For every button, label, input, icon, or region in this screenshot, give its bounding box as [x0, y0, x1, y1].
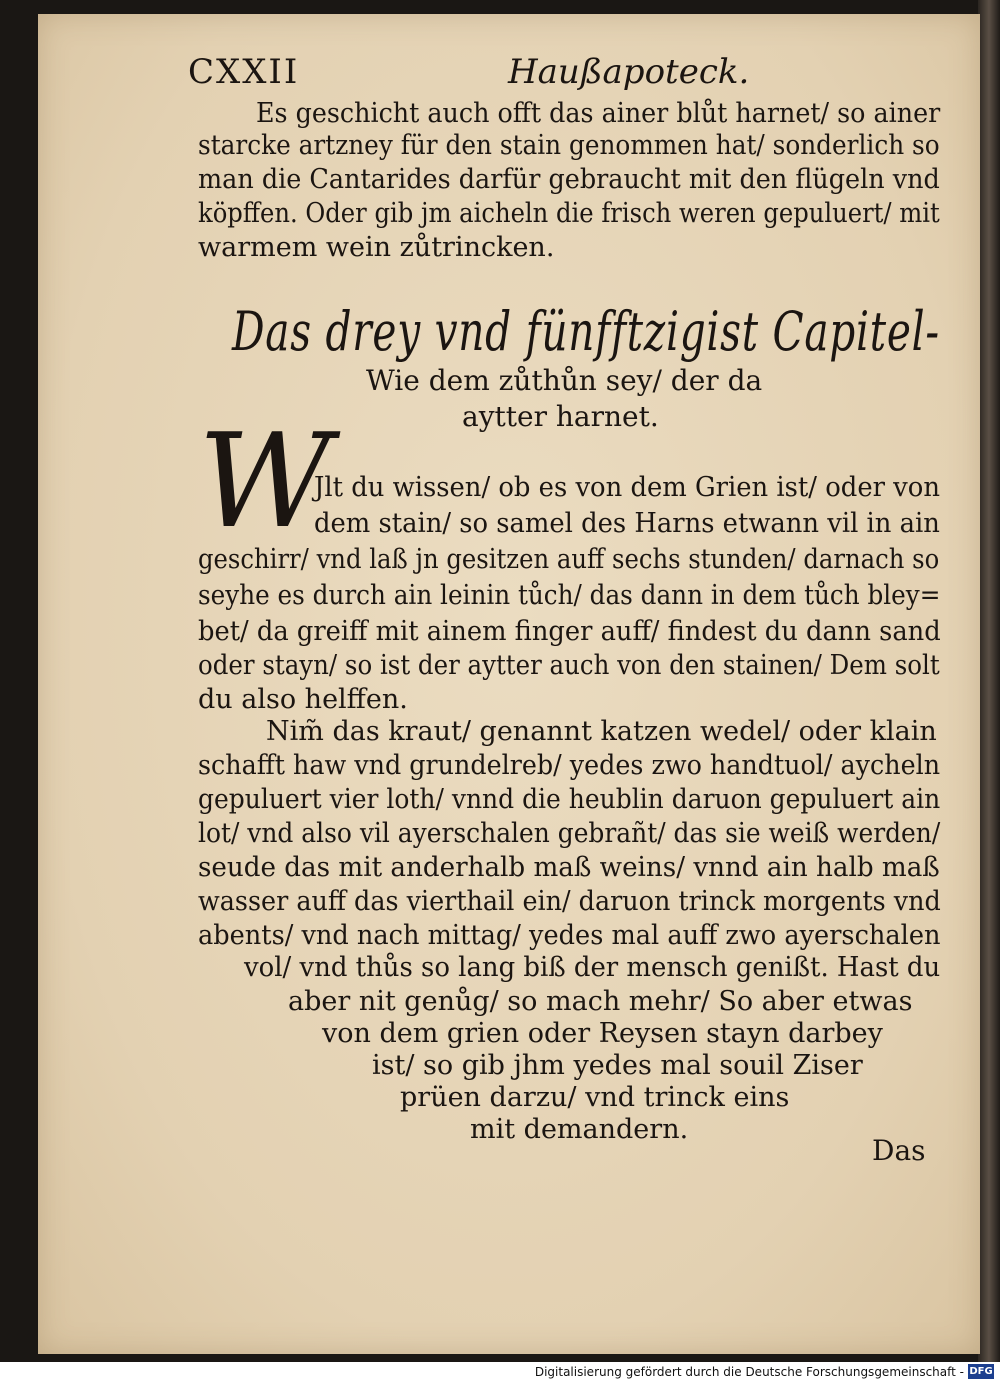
intro-line: köpffen. Oder gib jm aicheln die frisch weren gepuluert/ mit [198, 198, 940, 229]
body-line: Nim̃ das kraut/ genannt katzen wedel/ oder klain [266, 716, 937, 747]
body-line: ist/ so gib jhm yedes mal souil Ziser [372, 1050, 863, 1081]
intro-line: man die Cantarides darfür gebraucht mit den flügeln vnd [198, 164, 940, 195]
body-line: dem stain/ so samel des Harns etwann vil in ain [314, 508, 940, 539]
body-line: vol/ vnd thůs so lang biß der mensch genißt. Hast du [244, 952, 941, 983]
chapter-title: Das drey vnd fünfftzigist Capitel- [232, 300, 940, 363]
body-line: aber nit genůg/ so mach mehr/ So aber etwas [288, 986, 913, 1017]
body-line: Jlt du wissen/ ob es von dem Grien ist/ oder von [314, 472, 940, 503]
running-title: Haußapoteck. [508, 52, 750, 92]
footer-credit: Digitalisierung gefördert durch die Deutsche Forschungsgemeinschaft - [534, 1365, 964, 1379]
footer-bar [0, 1362, 1000, 1383]
chapter-subtitle: Wie dem zůthůn sey/ der da [366, 364, 763, 397]
body-line: oder stayn/ so ist der aytter auch von den stainen/ Dem solt [198, 650, 940, 681]
body-line: mit demandern. [470, 1114, 689, 1145]
body-line: gepuluert vier loth/ vnnd die heublin daruon gepuluert ain [198, 784, 941, 815]
body-line: wasser auff das vierthail ein/ daruon trinck morgents vnd [198, 886, 941, 917]
intro-line: warmem wein zůtrincken. [198, 232, 555, 263]
body-line: schafft haw vnd grundelreb/ yedes zwo handtuol/ aycheln [198, 750, 941, 781]
body-line: von dem grien oder Reysen stayn darbey [322, 1018, 883, 1049]
body-line: lot/ vnd also vil ayerschalen gebrañt/ das sie weiß werden/ [198, 818, 941, 849]
decorated-initial: W [198, 405, 332, 557]
body-line: geschirr/ vnd laß jn gesitzen auff sechs stunden/ darnach so [198, 544, 940, 575]
intro-line: Es geschicht auch offt das ainer blůt harnet/ so ainer [256, 98, 941, 129]
body-line: bet/ da greiff mit ainem finger auff/ findest du dann sand [198, 616, 941, 647]
body-line: abents/ vnd nach mittag/ yedes mal auff zwo ayerschalen [198, 920, 941, 951]
page-number: CXXII [188, 52, 300, 92]
dfg-logo-icon: DFG [969, 1366, 993, 1377]
book-gutter [978, 0, 1000, 1362]
intro-line: starcke artzney für den stain genommen hat/ sonderlich so [198, 130, 940, 161]
body-line: seyhe es durch ain leinin tůch/ das dann in dem tůch bley= [198, 580, 941, 611]
body-line: prüen darzu/ vnd trinck eins [400, 1082, 790, 1113]
body-line: seude das mit anderhalb maß weins/ vnnd ain halb maß [198, 852, 940, 883]
chapter-subtitle: aytter harnet. [462, 400, 659, 433]
catchword: Das [872, 1134, 926, 1167]
book-page [38, 14, 980, 1354]
body-line: du also helffen. [198, 684, 408, 715]
